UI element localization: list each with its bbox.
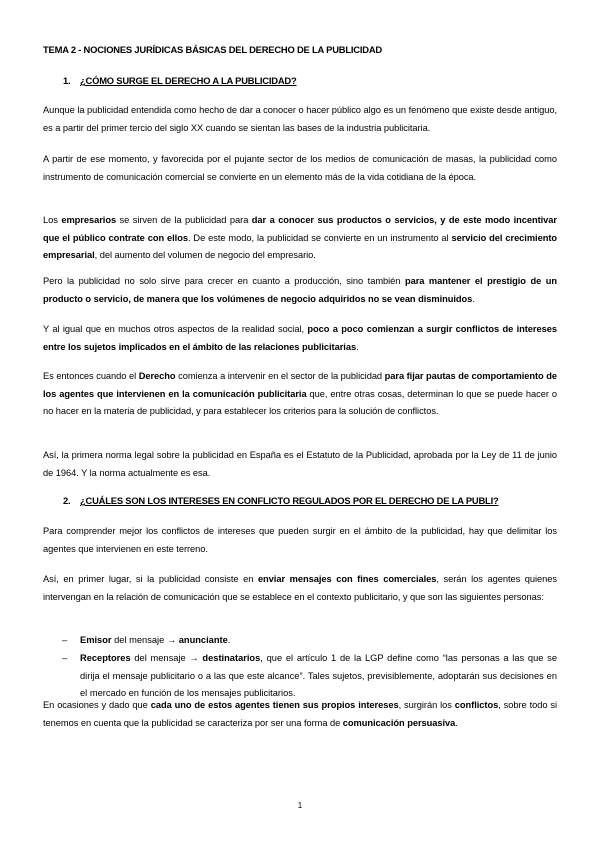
text-run: En ocasiones y dado que	[43, 700, 151, 710]
text-run: comienza a intervenir en el sector de la publicidad	[175, 371, 385, 381]
text-run: .	[356, 341, 359, 352]
paragraph-1: Aunque la publicidad entendida como hecho de dar a conocer o hacer público algo es un fenómeno que existe desde antiguo, es a partir del primer tercio del siglo XX cuando se sientan las bases de la industria publicitaria.	[43, 105, 557, 133]
text-run: , serán los agentes quienes intervengan en la relación de comunicación que se establece en el contexto publicitario, y que son las siguientes personas:	[43, 574, 558, 602]
bullet-dash: –	[62, 635, 68, 645]
text-run: , del aumento del volumen de negocio del empresario.	[94, 250, 316, 261]
bold-run: servicio del crecimiento empresarial	[43, 232, 558, 261]
paragraph-9	[43, 571, 557, 606]
text-run: del mensaje →	[111, 635, 179, 645]
section-title: ¿CÓMO SURGE EL DERECHO A LA PUBLICIDAD?	[80, 75, 297, 86]
text-run: Así, en primer lugar, si la publicidad consiste en	[43, 574, 258, 584]
bold-run: enviar mensajes con fines comerciales	[257, 574, 437, 584]
paragraph-7: Así, la primera norma legal sobre la publicidad en España es el Estatuto de la Publicidad, aprobada por la Ley de 11 de junio de 1964. Y la norma actualmente es esa.	[43, 450, 557, 478]
bold-run: comunicación persuasiva	[342, 717, 456, 728]
paragraph-8: Para comprender mejor los conflictos de intereses que pueden surgir en el ámbito de la publicidad, hay que delimitar los agentes que intervienen en este terreno.	[43, 526, 557, 554]
text-run: , sobre todo si tenemos en cuenta que la publicidad se caracteriza por ser una forma de	[43, 700, 558, 728]
paragraph-4	[43, 273, 557, 308]
text-run: .	[455, 717, 458, 728]
paragraph-3	[43, 212, 557, 265]
bullet-dash: –	[62, 653, 68, 663]
bold-run: empresarios	[61, 215, 117, 225]
paragraph-2: A partir de ese momento, y favorecida por el pujante sector de los medios de comunicación de masas, la publicidad como instrumento de comunicación comercial se convierte en un elemento más de la vida cotidiana de la época.	[43, 154, 557, 182]
text-run: .	[472, 293, 475, 304]
text-run: Es entonces cuando el	[43, 371, 139, 381]
section-2-heading	[63, 495, 499, 506]
list-item	[62, 650, 557, 703]
bold-run: para fijar pautas de comportamiento de los agentes que intervienen en la comunicación publicitaria	[43, 371, 557, 399]
bold-run: para mantener el prestigio de un producto o servicio, de manera que los volúmenes de negocio adquiridos no se vean disminuidos	[43, 276, 557, 304]
bold-run: poco a poco comienzan a surgir conflictos de intereses entre los sujetos implicados en el ámbito de las relaciones publicitarias	[43, 324, 557, 352]
section-title: ¿CUÁLES SON LOS INTERESES EN CONFLICTO REGULADOS POR EL DERECHO DE LA PUBLI?	[80, 495, 499, 506]
text-run: , surgirán los	[398, 700, 455, 710]
bold-run: destinatarios	[202, 653, 261, 663]
text-run: Pero la publicidad no solo sirve para crecer en cuanto a producción, sino también	[43, 276, 405, 286]
bold-run: cada uno de estos agentes tienen sus propios intereses	[150, 700, 399, 710]
list-item	[62, 632, 557, 650]
text-run: .	[227, 635, 231, 645]
text-run: Los	[43, 215, 62, 225]
bold-run: Emisor	[80, 635, 112, 645]
paragraph-5	[43, 321, 557, 356]
section-number: 1.	[63, 75, 71, 86]
bold-run: Receptores	[80, 653, 131, 663]
page-number: 1	[297, 801, 303, 810]
section-number: 2.	[63, 495, 71, 506]
paragraph-6	[43, 368, 557, 421]
text-run: Y al igual que en muchos otros aspectos de la realidad social,	[43, 324, 308, 334]
section-1-heading	[63, 75, 297, 86]
text-run: , que el artículo 1 de la LGP define como “las personas a las que se dirija el mensaje publicitario o a las que este alcance”. Tales sujetos, previsiblemente, adoptarán sus decisiones en el mercado en función de los mensajes publicitarios.	[80, 653, 557, 699]
document-title: TEMA 2 - NOCIONES JURÍDICAS BÁSICAS DEL DERECHO DE LA PUBLICIDAD	[43, 44, 382, 55]
text-run: . De este modo, la publicidad se convierte en un instrumento al	[187, 232, 452, 243]
paragraph-10	[43, 697, 557, 732]
list-item-text	[80, 632, 557, 650]
bold-run: anunciante	[178, 635, 228, 645]
text-run: del mensaje →	[130, 653, 203, 663]
bold-run: Derecho	[138, 371, 176, 381]
list-item-text	[80, 650, 557, 703]
bold-run: conflictos	[454, 700, 499, 710]
text-run: que, entre otras cosas, determinan lo que se puede hacer o no hacer en la materia de publicidad, y para establecer los criterios para la solución de conflictos.	[43, 388, 557, 417]
bold-run: dar a conocer sus productos o servicios, y de este modo incentivar que el público contrate con ellos	[43, 215, 557, 243]
text-run: se sirven de la publicidad para	[116, 215, 252, 225]
